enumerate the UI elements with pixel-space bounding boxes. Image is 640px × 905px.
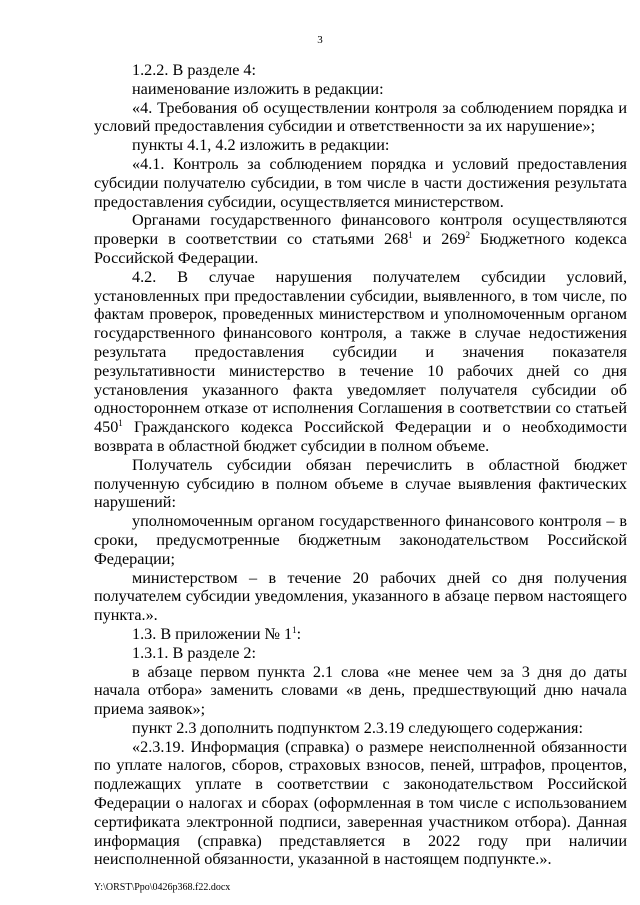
paragraph: «4. Требования об осуществлении контроля за соблюдением порядка и условий предоставления субсидии и ответственности за их нарушение»; [94,98,627,136]
superscript: 1 [292,624,297,635]
file-path-footer: Y:\ORST\Ppo\0426p368.f22.docx [94,882,231,893]
text-run: Бюджетного кодекса Российской Федерации. [94,230,627,267]
superscript: 1 [118,418,123,429]
text-run: Органами государственного финансового контроля осуществляются проверки в соответствии со статьями 268 [94,211,627,249]
document-body [94,61,627,869]
paragraph: министерством – в течение 20 рабочих дней со дня получения получателем субсидии уведомления, указанного в абзаце первом настоящего пункта.». [94,568,627,625]
paragraph: уполномоченным органом государственного финансового контроля – в сроки, предусмотренные бюджетным законодательством Российской Федерации; [94,512,627,568]
paragraph [94,268,627,456]
paragraph: в абзаце первом пункта 2.1 слова «не менее чем за 3 дня до даты начала отбора» заменить словами «в день, предшествующий дню начала приема заявок»; [94,662,627,719]
paragraph: «2.3.19. Информация (справка) о размере неисполненной обязанности по уплате налогов, сборов, страховых взносов, пеней, штрафов, процентов, подлежащих уплате в соответствии с законодательством Российской Федерации о налогах и сборах (оформленная в том числе с использованием сертификата электронной подписи, заверенная участником отбора). Данная информация (справка) представляется в 2022 году при наличии неисполненной обязанности, указанной в настоящем подпункте.». [94,737,627,869]
page-number: 3 [317,34,323,46]
paragraph: Получатель субсидии обязан перечислить в областной бюджет полученную субсидию в полном объеме в случае выявления фактических нарушений: [94,455,627,512]
paragraph: 1.3.1. В разделе 2: [132,643,257,662]
paragraph [94,211,627,267]
paragraph: пункты 4.1, 4.2 изложить в редакции: [132,136,390,155]
paragraph: «4.1. Контроль за соблюдением порядка и условий предоставления субсидии получателю субсидии, в том числе в части достижения результата предоставления субсидии, осуществляется министерством. [94,154,627,211]
text-run: Гражданского кодекса Российской Федерации и о необходимости возврата в областной бюджет субсидии в полном объеме. [94,418,627,455]
superscript: 2 [465,230,470,241]
paragraph: наименование изложить в редакции: [132,79,384,98]
text-run: и 269 [412,230,466,249]
paragraph: пункт 2.3 дополнить подпунктом 2.3.19 следующего содержания: [132,718,583,737]
superscript: 1 [408,230,413,241]
text-run: 1.3. В приложении № 1 [132,624,293,643]
text-run: : [296,624,302,643]
paragraph: 1.2.2. В разделе 4: [132,61,257,79]
paragraph [94,625,627,644]
text-run: 4.2. В случае нарушения получателем субсидии условий, установленных при предоставлении субсидии, выявленного, в том числе, по фактам проверок, проведенных министерством и уполномоченным органом государственного финансового контроля, а также в случае недостижения результата предоставления субсидии и значения показателя результативности министерство в течение 10 рабочих дней со дня установления указанного факта уведомляет получателя субсидии об одностороннем отказе от исполнения Соглашения в соответствии со статьей 450 [94,267,627,437]
